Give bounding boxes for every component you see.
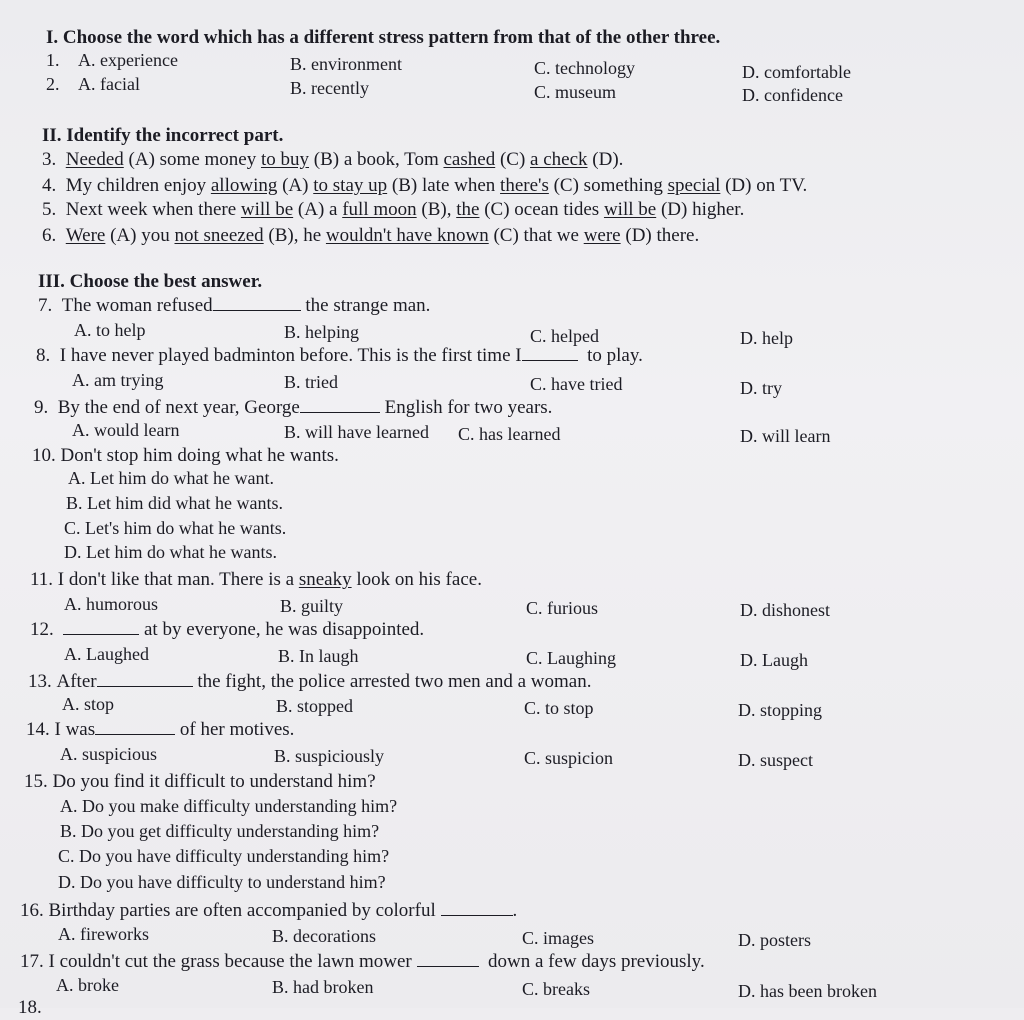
q13-stem [28,670,591,694]
q17-number: 17. [20,951,44,972]
q11-number: 11. [30,569,54,590]
q3-line [42,148,623,172]
q6-part-a: Were [65,225,106,246]
q17-option-c: C. breaks [522,979,590,999]
q17-option-b: B. had broken [272,977,374,997]
q9-text: By the end of next year, George [57,397,300,418]
q16-option-b: B. decorations [272,926,376,946]
q4-part-b: to stay up [313,175,388,196]
q8-option-c: C. have tried [530,374,623,394]
q17-stem [20,950,705,974]
q16-stem [20,899,517,923]
q1-option-a: A. experience [78,50,178,70]
q14-option-c: C. suspicion [524,748,614,768]
q7-option-b: B. helping [284,322,359,342]
q11-option-b: B. guilty [280,596,344,616]
q5-text: (C) ocean tides [479,199,604,220]
q10-stem [32,444,339,468]
q14-text: I was [54,719,96,740]
q5-line [42,198,744,222]
q4-text: (A) [277,175,314,196]
q9-blank [300,396,380,413]
q15-option-d: D. Do you have difficulty to understand him? [58,872,386,892]
q6-part-d: were [583,225,621,246]
q7-blank [213,294,301,311]
q3-part-b: to buy [260,149,310,170]
q2-option-a: A. facial [78,74,140,94]
q15-option-a: A. Do you make difficulty understanding him? [60,796,398,816]
q15-option-c: C. Do you have difficulty understanding him? [58,846,390,866]
q7-option-a: A. to help [74,320,146,340]
q13-text: the fight, the police arrested two men and a woman. [197,671,592,692]
q18-number: 18. [18,997,42,1018]
q2-number: 2. [46,74,60,94]
q9-option-b: B. will have learned [284,422,429,442]
q10-number: 10. [32,445,56,466]
q10-option-c: C. Let's him do what he wants. [64,518,287,538]
q16-option-d: D. posters [738,930,811,950]
q4-text: (D) on TV. [720,175,808,196]
q6-text: (A) you [105,225,175,246]
q16-option-c: C. images [522,928,594,948]
q14-blank [95,718,175,735]
q4-line [42,174,807,198]
q9-option-c: C. has learned [458,424,561,444]
q6-text: (B), he [263,225,326,246]
q9-option-a: A. would learn [72,420,180,440]
q17-text: down a few days previously. [488,951,705,972]
q2-option-b: B. recently [290,78,369,98]
q8-text: to play. [587,345,643,366]
q2-option-c: C. museum [534,82,617,102]
q3-number: 3. [42,149,57,170]
q5-number: 5. [42,199,57,220]
q3-text: (C) [495,149,531,170]
q12-number: 12. [30,619,54,640]
q14-number: 14. [26,719,50,740]
q5-part-b: full moon [342,199,417,220]
q12-blank [63,618,139,635]
q10-text: Don't stop him doing what he wants. [60,445,339,466]
q15-number: 15. [24,771,48,792]
q3-text: (A) some money [123,149,261,170]
q14-option-d: D. suspect [738,750,813,770]
q7-option-d: D. help [740,328,793,348]
q4-part-a: allowing [210,175,278,196]
q8-option-b: B. tried [284,372,338,392]
q5-part-a: will be [240,199,294,220]
q12-text: at by everyone, he was disappointed. [144,619,425,640]
q16-text: Birthday parties are often accompanied by colorful [48,900,436,921]
q15-stem [24,770,376,794]
q10-option-d: D. Let him do what he wants. [64,542,277,562]
q14-text: of her motives. [179,719,295,740]
q8-blank [522,344,578,361]
q13-option-a: A. stop [62,694,115,714]
q7-text: The woman refused [61,295,213,316]
q6-part-c: wouldn't have known [325,225,489,246]
q8-text: I have never played badminton before. This is the first time I [59,345,522,366]
q4-text: My children enjoy [65,175,211,196]
section-2-heading: II. Identify the incorrect part. [42,125,284,146]
q3-part-c: cashed [443,149,496,170]
q13-option-b: B. stopped [276,696,354,716]
q17-option-a: A. broke [56,975,119,995]
q9-stem [34,396,552,420]
q4-text: (B) late when [387,175,501,196]
q16-option-a: A. fireworks [58,924,149,944]
q11-option-d: D. dishonest [740,600,830,620]
q5-part-d: will be [603,199,657,220]
q5-text: (B), [416,199,457,220]
q15-option-b: B. Do you get difficulty understanding him? [60,821,380,841]
q11-option-a: A. humorous [64,594,158,614]
q16-blank [441,899,513,916]
q5-text: Next week when there [65,199,241,220]
q8-number: 8. [36,345,51,366]
q14-option-a: A. suspicious [60,744,158,764]
q13-option-c: C. to stop [524,698,594,718]
q4-number: 4. [42,175,57,196]
q1-number: 1. [46,50,60,70]
q12-option-a: A. Laughed [64,644,149,664]
q18-cutoff-line [0,997,300,1018]
q6-line [42,224,699,248]
section-3-heading: III. Choose the best answer. [38,271,263,292]
q10-option-a: A. Let him do what he want. [68,468,274,488]
q4-text: (C) something [548,175,668,196]
q14-stem [26,718,294,742]
q14-option-b: B. suspiciously [274,746,385,766]
q13-blank [97,670,193,687]
q9-number: 9. [34,397,49,418]
q2-option-d: D. confidence [742,85,843,105]
q8-stem [36,344,643,368]
q6-text: (C) that we [488,225,584,246]
q11-keyword: sneaky [298,569,352,590]
q17-option-d: D. has been broken [738,981,877,1001]
q15-text: Do you find it difficult to understand him? [52,771,376,792]
q12-stem [30,618,424,642]
q11-option-c: C. furious [526,598,598,618]
q13-number: 13. [28,671,52,692]
q5-text: (A) a [293,199,343,220]
q12-option-b: B. In laugh [278,646,359,666]
q8-option-a: A. am trying [72,370,164,390]
q6-text: (D) there. [620,225,700,246]
q1-option-d: D. comfortable [742,62,851,82]
q11-stem [30,568,482,592]
q7-number: 7. [38,295,53,316]
q1-option-b: B. environment [290,54,402,74]
q13-text: After [56,671,97,692]
q16-number: 16. [20,900,44,921]
q5-text: (D) higher. [656,199,745,220]
q3-part-a: Needed [65,149,124,170]
q11-text: I don't like that man. There is a [57,569,299,590]
section-1-heading: I. Choose the word which has a different stress pattern from that of the other three. [46,27,721,48]
q3-part-d: a check [530,149,588,170]
q1-option-c: C. technology [534,58,635,78]
q12-option-d: D. Laugh [740,650,808,670]
q16-text: . [512,900,518,921]
q17-text: I couldn't cut the grass because the lawn mower [48,951,412,972]
q4-part-c: there's [500,175,549,196]
q17-blank [417,950,479,967]
q7-text: the strange man. [305,295,431,316]
q7-option-c: C. helped [530,326,599,346]
q6-part-b: not sneezed [174,225,264,246]
q13-option-d: D. stopping [738,700,823,720]
q5-part-c: the [456,199,480,220]
q6-number: 6. [42,225,57,246]
q12-option-c: C. Laughing [526,648,616,668]
q3-text: (B) a book, Tom [309,149,444,170]
q9-option-d: D. will learn [740,426,831,446]
q3-text: (D). [587,149,624,170]
q10-option-b: B. Let him did what he wants. [66,493,283,513]
q8-option-d: D. try [740,378,782,398]
q11-text: look on his face. [351,569,482,590]
q4-part-d: special [667,175,721,196]
q9-text: English for two years. [384,397,553,418]
q7-stem [38,294,430,318]
